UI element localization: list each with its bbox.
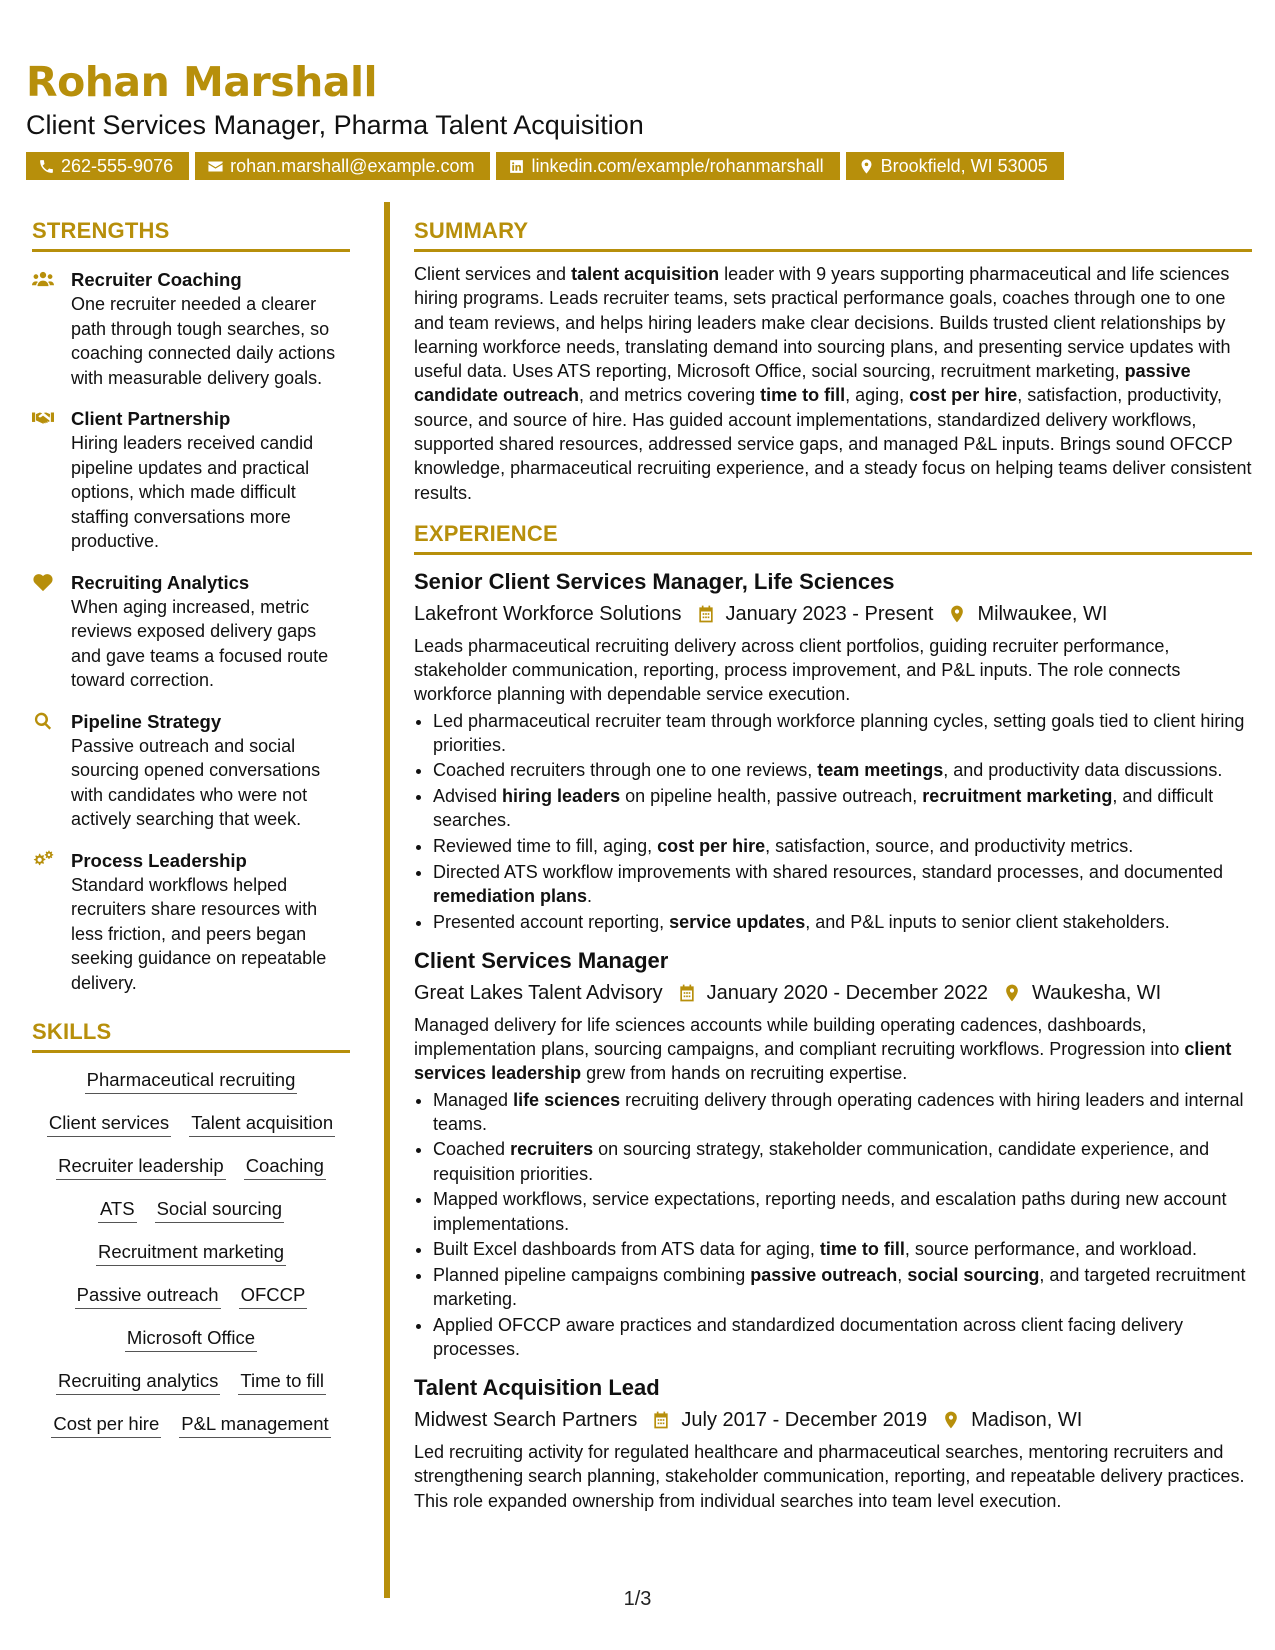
headline: Client Services Manager, Pharma Talent Acquisition [26,110,644,140]
map-pin-icon [933,604,977,624]
skills-row [32,1197,350,1223]
skill-tag: Recruitment marketing [96,1240,286,1266]
strength-item [32,406,350,554]
strength-item [32,267,350,390]
strengths-heading: STRENGTHS [32,218,350,252]
skills-row [32,1412,350,1438]
skills-row [32,1369,350,1395]
skill-tag: ATS [98,1197,137,1223]
job-title: Client Services Manager [414,947,669,973]
skills-row [32,1154,350,1180]
job-description: Managed delivery for life sciences accounts while building operating cadences, dashboards, implementation plans, sourcing campaigns, and compliant recruiting workflows. Progression into client services leadership grew from hands on recruiting expertise. [414,1014,1232,1084]
heart-icon [32,572,56,592]
skills-row [32,1326,350,1352]
skill-tag: Talent acquisition [189,1111,335,1137]
candidate-name: Rohan Marshall [26,58,378,106]
skill-tag: Recruiting analytics [56,1369,220,1395]
job-bullet: • Managed life sciences recruiting delivery through operating cadences with hiring leaders and internal teams. [433,1088,1252,1136]
main-column [414,218,1252,1513]
job-description: Leads pharmaceutical recruiting delivery across client portfolios, guiding recruiter performance, stakeholder communication, reporting, process improvement, and P&L inputs. The role connects workforce planning with dependable service execution. [414,635,1181,705]
skills-row [32,1240,350,1266]
experience-list [414,567,1252,1513]
skills-row [32,1068,350,1094]
job-bullets [414,1088,1252,1362]
sidebar [32,218,350,1438]
strength-title: Process Leadership [71,849,247,871]
skill-tag: OFCCP [239,1283,308,1309]
page-number: 1/3 [623,1588,652,1610]
contact-text: Brookfield, WI 53005 [880,156,1048,176]
job-bullet: • Coached recruiters on sourcing strategy, stakeholder communication, candidate experience, and requisition priorities. [433,1137,1252,1185]
job-dates: July 2017 - December 2019 [681,1409,928,1432]
job-bullet: • Mapped workflows, service expectations, reporting needs, and escalation paths during new account implementations. [433,1187,1252,1235]
strength-title: Recruiting Analytics [71,571,250,593]
column-divider [384,202,390,1598]
company-name: Midwest Search Partners [414,1409,638,1432]
job-bullet: • Directed ATS workflow improvements with shared resources, standard processes, and documented remediation plans. [433,860,1252,908]
contact-text: linkedin.com/example/rohanmarshall [531,156,824,176]
job-bullet: • Led pharmaceutical recruiter team through workforce planning cycles, setting goals tied to client hiring priorities. [433,709,1252,757]
strength-item [32,570,350,693]
skill-tag: Cost per hire [51,1412,161,1438]
job-bullet: • Coached recruiters through one to one reviews, team meetings, and productivity data discussions. [433,758,1252,782]
skill-tag: Client services [47,1111,171,1137]
map-pin-icon [988,983,1032,1003]
handshake-icon [32,408,56,428]
skills-heading: SKILLS [32,1019,350,1053]
skill-tag: Time to fill [238,1369,326,1395]
skill-tag: Microsoft Office [125,1326,257,1352]
skill-tag: Coaching [244,1154,326,1180]
job-bullet: • Built Excel dashboards from ATS data for aging, time to fill, source performance, and workload. [433,1237,1252,1261]
skill-tag: P&L management [179,1412,330,1438]
contact-phone[interactable] [26,152,189,180]
strength-description: Passive outreach and social sourcing opened conversations with candidates who were not actively searching that week. [71,735,321,829]
experience-heading: EXPERIENCE [414,521,1252,555]
search-icon [32,711,56,731]
gears-icon [32,850,56,870]
summary-text: Client services and talent acquisition leader with 9 years supporting pharmaceutical and life sciences hiring programs. Leads recruiter teams, sets practical performance goals, coaches through one to one and team reviews, and helps hiring leaders make clear decisions. Builds trusted client relationships by learning workforce needs, translating demand into sourcing plans, and presenting service updates with useful data. Uses ATS reporting, Microsoft Office, social sourcing, recruitment marketing, passive candidate outreach, and metrics covering time to fill, aging, cost per hire, satisfaction, productivity, source, and source of hire. Has guided account implementations, standardized delivery workflows, supported shared resources, addressed service gaps, and managed P&L inputs. Brings sound OFCCP knowledge, pharmaceutical recruiting experience, and a steady focus on helping teams deliver consistent results. [414,264,1252,503]
strength-title: Pipeline Strategy [71,710,222,732]
job-bullet: • Advised hiring leaders on pipeline health, passive outreach, recruitment marketing, and difficult searches. [433,784,1252,832]
strength-description: Standard workflows helped recruiters share resources with less friction, and peers began seeking guidance on repeatable delivery. [71,874,327,993]
job-bullet: • Planned pipeline campaigns combining passive outreach, social sourcing, and targeted recruitment marketing. [433,1263,1252,1311]
job-dates: January 2023 - Present [725,602,934,625]
strength-description: When aging increased, metric reviews exposed delivery gaps and gave teams a focused route toward correction. [71,596,329,690]
job-entry [414,567,1252,934]
users-icon [32,269,56,289]
skills-row [32,1111,350,1137]
job-title: Senior Client Services Manager, Life Sciences [414,568,895,594]
skills-list [32,1068,350,1438]
job-entry [414,1373,1252,1513]
strength-title: Client Partnership [71,408,231,429]
job-entry [414,946,1252,1361]
contact-bar [26,152,1064,180]
skills-row [32,1283,350,1309]
strengths-list [32,267,350,995]
job-description: Led recruiting activity for regulated healthcare and pharmaceutical searches, mentoring recruiters and strengthening search planning, stakeholder communication, reporting, and repeatable delivery practices. This role expanded ownership from individual searches into team level execution. [414,1442,1245,1511]
envelope-icon [207,158,224,175]
contact-map-pin[interactable] [846,152,1064,180]
contact-linkedin[interactable] [496,152,839,180]
calendar-icon [637,1410,681,1430]
calendar-icon [682,604,726,624]
skill-tag: Passive outreach [75,1283,221,1309]
strength-title: Recruiter Coaching [71,269,242,290]
calendar-icon [663,983,707,1003]
job-location: Waukesha, WI [1031,981,1162,1004]
job-dates: January 2020 - December 2022 [706,981,988,1004]
job-title: Talent Acquisition Lead [414,1375,660,1401]
summary-heading: SUMMARY [414,218,1252,252]
job-bullets [414,709,1252,934]
map-pin-icon [858,158,875,175]
strength-description: One recruiter needed a clearer path through tough searches, so coaching connected daily actions with measurable delivery goals. [71,294,336,388]
phone-icon [38,158,55,175]
map-pin-icon [927,1410,971,1430]
job-bullet: • Applied OFCCP aware practices and standardized documentation across client facing delivery processes. [433,1313,1252,1361]
contact-text: rohan.marshall@example.com [230,156,475,176]
job-bullet: • Reviewed time to fill, aging, cost per hire, satisfaction, source, and productivity metrics. [433,834,1252,858]
contact-text: 262-555-9076 [61,156,174,176]
strength-item [32,709,350,832]
skill-tag: Pharmaceutical recruiting [85,1068,298,1094]
skill-tag: Social sourcing [155,1197,284,1223]
contact-envelope[interactable] [195,152,490,180]
skill-tag: Recruiter leadership [56,1154,226,1180]
job-meta [414,1405,1252,1435]
strength-description: Hiring leaders received candid pipeline updates and practical options, which made difficult staffing conversations more productive. [71,433,314,551]
linkedin-icon [508,158,525,175]
job-location: Milwaukee, WI [977,602,1108,625]
company-name: Great Lakes Talent Advisory [414,981,663,1004]
company-name: Lakefront Workforce Solutions [414,602,682,625]
strength-item [32,848,350,996]
job-location: Madison, WI [971,1409,1083,1432]
job-bullet: • Presented account reporting, service updates, and P&L inputs to senior client stakeholders. [433,910,1252,934]
job-meta [414,978,1252,1008]
job-meta [414,599,1252,629]
